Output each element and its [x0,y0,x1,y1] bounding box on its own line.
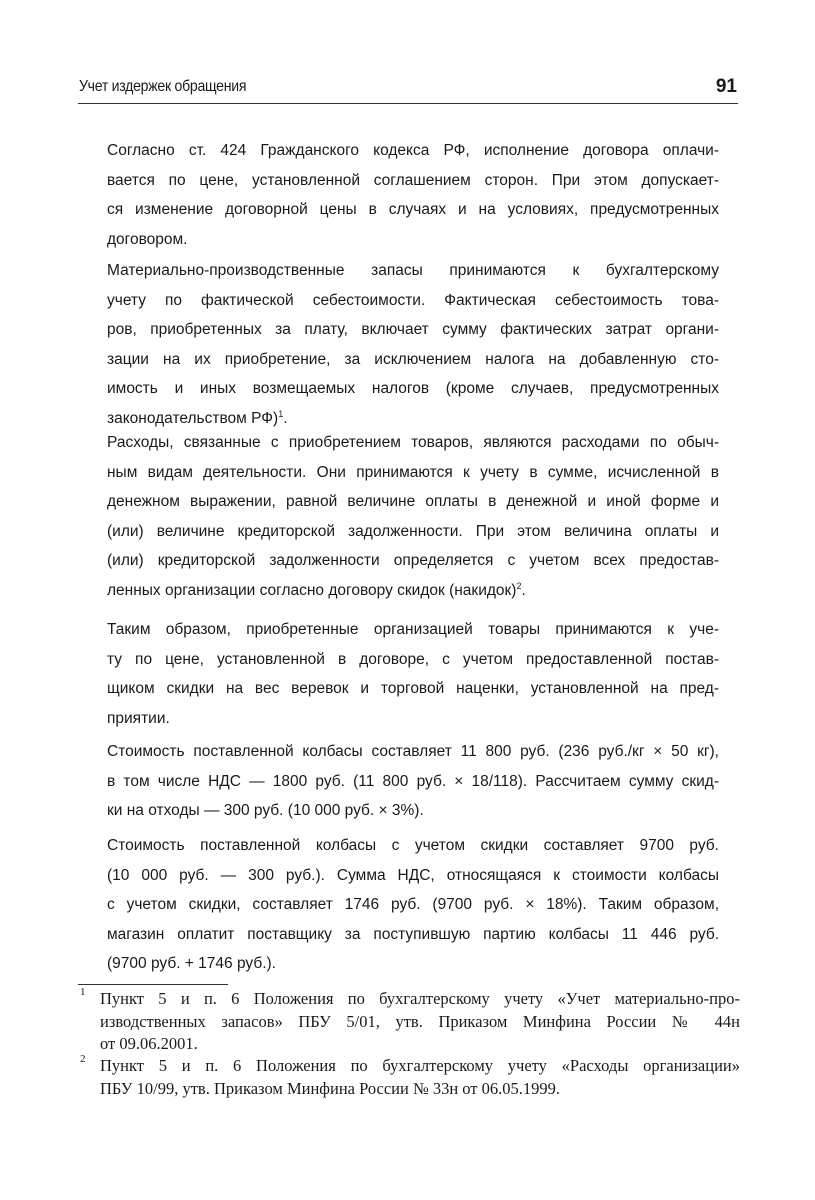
line-text: (или) величине кредиторской задолженности. При этом величина оплаты и [107,522,719,540]
text-line [107,576,719,606]
text-line [107,920,719,950]
line-text: (или) кредиторской задолженности определяется с учетом всех предостав- [107,552,719,569]
line-text: Стоимость поставленной колбасы составляет 11 800 руб. (236 руб./кг × 50 кг), [107,743,719,760]
text-line [107,374,719,404]
line-text: Согласно ст. 424 Гражданского кодекса РФ, исполнение договора оплачи- [107,142,719,159]
footnote-line: Пункт 5 и п. 6 Положения по бухгалтерскому учету «Учет материально-про- [100,989,740,1008]
footnote-line: Пункт 5 и п. 6 Положения по бухгалтерскому учету «Расходы организации» [100,1056,740,1075]
footnote-line: ПБУ 10/99, утв. Приказом Минфина России № 33н от 06.05.1999. [100,1078,561,1098]
text-line [107,674,719,704]
text-line [107,546,719,576]
text-line [107,166,719,196]
text-line [107,831,719,861]
text-line [107,861,719,891]
line-text: зации на их приобретение, за исключением налога на добавленную сто- [107,350,719,368]
punctuation: . [521,581,526,599]
line-text: с учетом скидки, составляет 1746 руб. (9700 руб. × 18%). Таким образом, [107,896,719,913]
text-line [107,737,719,767]
line-text: вается по цене, установленной соглашением сторон. При этом допускает- [107,171,719,189]
text-line [107,428,719,458]
text-line [107,256,719,286]
text-line [107,645,719,675]
line-text: в том числе НДС — 1800 руб. (11 800 руб. × 18/118). Рассчитаем сумму скид- [107,772,719,790]
line-text: учету по фактической себестоимости. Фактическая себестоимость това- [107,291,719,309]
text-line [107,458,719,488]
footnote-reference[interactable]: 1 [278,408,284,419]
text-line [107,949,719,979]
line-text: имость и иных возмещаемых налогов (кроме случаев, предусмотренных [107,380,719,397]
line-text: ся изменение договорной цены в случаях и на условиях, предусмотренных [107,201,719,218]
page-number: 91 [715,76,737,97]
line-text: денежном выражении, равной величине оплаты в денежной и иной форме и [107,493,719,510]
body-paragraph [107,256,719,433]
line-text: ки на отходы — 300 руб. (10 000 руб. × 3%). [107,802,424,819]
text-line [107,345,719,375]
text-line [107,195,719,225]
text-line [107,796,719,826]
line-text: (9700 руб. + 1746 руб.). [107,955,276,972]
body-paragraph [107,615,719,733]
text-line [107,487,719,517]
footnote-divider [78,984,228,985]
body-paragraph [107,428,719,605]
footnote-reference[interactable]: 2 [516,580,522,591]
text-line [107,225,719,255]
text-line [107,136,719,166]
line-text: магазин оплатит поставщику за поступившую партию колбасы 11 446 руб. [107,925,719,943]
line-text: ным видам деятельности. Они принимаются к учету в сумме, исчисленной в [107,463,719,481]
line-text: Материально-производственные запасы принимаются к бухгалтерскому [107,262,719,279]
body-paragraph [107,737,719,826]
body-paragraph [107,136,719,254]
line-text: (10 000 руб. — 300 руб.). Сумма НДС, относящаяся к стоимости колбасы [107,866,719,884]
line-text: договором. [107,230,188,248]
text-line [107,615,719,645]
line-text: Расходы, связанные с приобретением товаров, являются расходами по обыч- [107,434,719,451]
header-divider [78,103,738,104]
footnote [80,988,740,1056]
text-line [107,890,719,920]
line-text: ров, приобретенных за плату, включает сумму фактических затрат органи- [107,321,719,338]
text-line [107,517,719,547]
footnote-number: 1 [80,986,86,998]
footnote-line: от 09.06.2001. [100,1034,198,1053]
footnote [80,1055,740,1100]
line-text: щиком скидки на вес веревок и торговой наценки, установленной на пред- [107,680,719,697]
text-line [107,286,719,316]
line-text: законодательством РФ) [107,409,279,427]
text-line [107,767,719,797]
line-text: приятии. [107,709,170,727]
footnote-line: изводственных запасов» ПБУ 5/01, утв. Приказом Минфина России № 44н [100,1011,740,1031]
line-text: Стоимость поставленной колбасы с учетом скидки составляет 9700 руб. [107,837,719,854]
line-text: ту по цене, установленной в договоре, с учетом предоставленной постав- [107,650,719,668]
footnote-number: 2 [80,1053,86,1065]
line-text: Таким образом, приобретенные организацией товары принимаются к уче- [107,621,719,638]
body-paragraph [107,831,719,979]
text-line [107,704,719,734]
punctuation: . [283,409,288,427]
text-line [107,315,719,345]
running-header-title: Учет издержек обращения [79,78,247,95]
line-text: ленных организации согласно договору скидок (накидок) [107,581,517,599]
